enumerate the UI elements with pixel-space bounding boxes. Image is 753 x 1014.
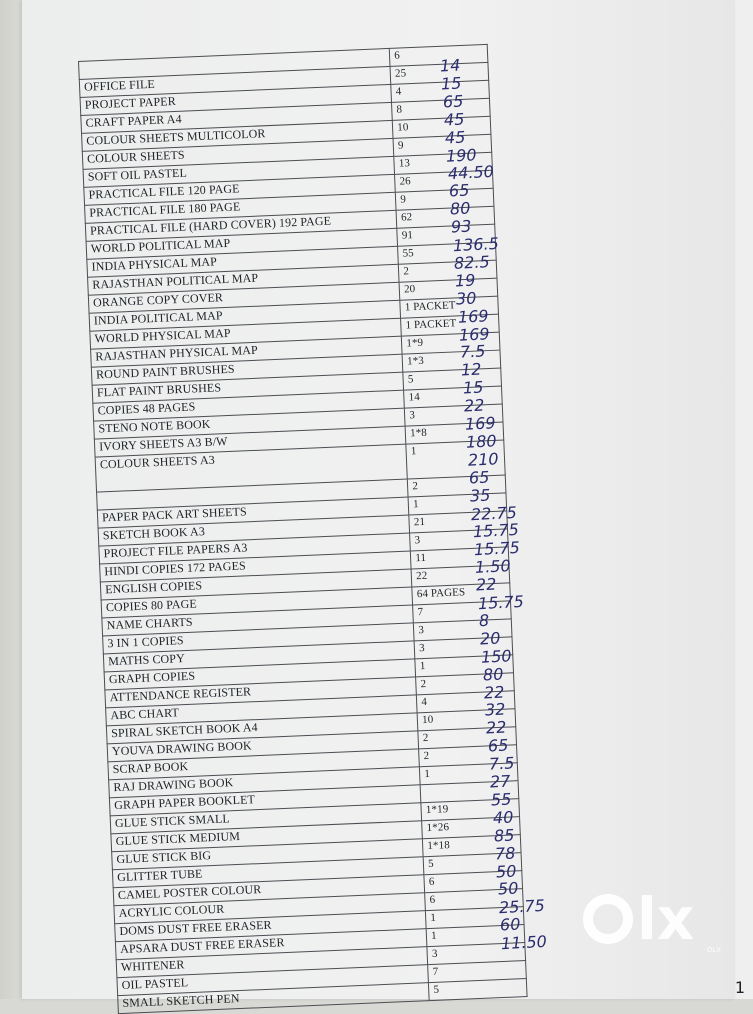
quantity-cell: 25 [390,62,488,84]
quantity-cell: 64 PAGES [412,583,510,605]
item-name-cell: OFFICE FILE [79,66,391,97]
handwritten-price: 190 [445,144,478,166]
handwritten-price: 80 [481,664,504,685]
quantity-cell: 5 [403,368,501,390]
item-name-cell: ABC CHART [106,695,418,726]
items-table-wrapper [78,44,526,1010]
item-name-cell: SKETCH BOOK A3 [98,515,410,546]
handwritten-price: 210 [466,449,499,470]
item-name-cell: YOUVA DRAWING BOOK [107,731,419,762]
item-name-cell: GLUE STICK SMALL [110,803,422,834]
item-name-cell: CRAFT PAPER A4 [81,102,393,133]
item-name-cell: SPIRAL SKETCH BOOK A4 [106,713,418,744]
handwritten-price: 169 [458,323,490,345]
handwritten-price: 65 [468,467,490,488]
quantity-cell: 1 PACKET [401,314,499,336]
handwritten-price: 19 [454,270,476,291]
item-name-cell: STENO NOTE BOOK [94,408,406,439]
quantity-cell: 9 [396,188,494,210]
item-name-cell: PROJECT PAPER [80,84,392,115]
quantity-cell: 1*9 [402,332,500,354]
handwritten-price: 50 [496,878,519,899]
handwritten-price: 22 [475,574,498,595]
quantity-cell: 3 [427,943,525,965]
item-name-cell: RAJ DRAWING BOOK [109,767,421,798]
handwritten-price: 45 [443,109,465,130]
handwritten-price: 169 [464,413,496,434]
item-name-cell: PAPER PACK ART SHEETS [97,497,409,528]
quantity-cell: 2 [419,745,517,767]
quantity-cell: 2 [418,727,516,749]
quantity-cell: 3 [414,637,512,659]
quantity-cell: 1*19 [421,799,519,821]
quantity-cell: 3 [405,404,503,426]
item-name-cell: INDIA POLITICAL MAP [89,300,401,331]
item-name-cell: CAMEL POSTER COLOUR [113,875,425,906]
item-name-cell: PRACTICAL FILE 180 PAGE [85,192,397,223]
handwritten-price: 78 [494,843,516,864]
item-name-cell: PRACTICAL FILE (HARD COVER) 192 PAGE [85,210,397,241]
item-name-cell: COLOUR SHEETS A3 [95,444,407,492]
quantity-cell: 5 [429,979,527,1001]
item-name-cell: GLUE STICK BIG [112,839,424,870]
handwritten-price: 1.50 [474,556,512,578]
watermark-small-text: OLX [706,946,721,954]
item-name-cell: MATHS COPY [103,641,415,672]
handwritten-price: 65 [441,91,464,112]
handwritten-price: 50 [495,860,518,882]
quantity-cell: 1*26 [422,817,520,839]
quantity-cell: 1 [426,925,524,947]
handwritten-price: 25.75 [498,896,546,918]
item-name-cell: IVORY SHEETS A3 B/W [94,426,406,457]
handwritten-price: 15.75 [473,538,521,560]
quantity-cell: 1 [406,440,505,479]
quantity-cell: 1 PACKET [400,296,498,318]
quantity-cell: 2 [399,260,497,282]
handwritten-price: 14 [439,55,461,76]
item-name-cell: 3 IN 1 COPIES [103,623,415,654]
handwritten-price: 22 [463,395,485,416]
handwritten-price: 22.75 [470,502,518,524]
item-name-cell: SMALL SKETCH PEN [118,983,430,1014]
handwritten-price: 30 [455,288,478,309]
handwritten-price: 60 [499,914,521,935]
quantity-cell: 4 [417,691,515,713]
quantity-cell: 55 [398,242,496,264]
quantity-cell: 7 [413,601,511,623]
quantity-cell: 2 [408,475,506,497]
item-name-cell: ROUND PAINT BRUSHES [91,354,403,385]
item-name-cell: DOMS DUST FREE ERASER [115,911,427,942]
quantity-cell: 1*8 [405,422,503,444]
handwritten-price: 45 [444,127,466,148]
quantity-cell: 8 [392,98,490,120]
quantity-cell: 20 [399,278,497,300]
quantity-cell: 9 [393,134,491,156]
quantity-cell: 1*3 [402,350,500,372]
handwritten-price: 65 [448,180,470,201]
quantity-cell: 7 [428,961,526,983]
quantity-cell: 1 [426,907,524,929]
page-corner-mark: 1 [734,978,745,997]
item-name-cell: GLUE STICK MEDIUM [111,821,423,852]
handwritten-price: 80 [449,198,471,219]
quantity-cell: 11 [411,547,509,569]
item-name-cell: GRAPH COPIES [104,659,416,690]
item-name-cell: COLOUR SHEETS [82,138,394,169]
handwritten-price: 22 [485,717,508,738]
handwritten-price: 12 [460,359,483,380]
quantity-cell: 1*18 [423,835,521,857]
quantity-cell: 1 [415,655,513,677]
handwritten-price: 15 [440,73,463,94]
item-name-cell: SCRAP BOOK [108,749,420,780]
quantity-cell: 6 [424,871,522,893]
handwritten-price: 82.5 [453,251,490,273]
handwritten-price: 40 [491,807,514,828]
quantity-cell: 13 [394,152,492,174]
handwritten-price: 136.5 [452,233,499,256]
item-name-cell: COPIES 48 PAGES [93,390,405,421]
item-name-cell: HINDI COPIES 172 PAGES [100,551,412,582]
handwritten-price: 27 [489,771,511,792]
item-name-cell: ORANGE COPY COVER [88,282,400,313]
handwritten-price: 35 [469,485,491,506]
quantity-cell: 4 [391,80,489,102]
item-name-cell: OIL PASTEL [117,965,429,996]
handwritten-price: 7.5 [459,341,486,363]
quantity-cell: 26 [395,170,493,192]
item-name-cell: GLITTER TUBE [112,857,424,888]
item-name-cell: WORLD POLITICAL MAP [86,228,398,259]
items-table [78,44,528,1014]
quantity-cell: 6 [425,889,523,911]
item-name-cell: COLOUR SHEETS MULTICOLOR [82,120,394,151]
item-name-cell: RAJASTHAN POLITICAL MAP [88,264,400,295]
handwritten-price: 180 [465,431,498,452]
handwritten-price: 11.50 [500,931,548,954]
quantity-cell: 62 [396,206,494,228]
olx-watermark [583,884,723,954]
quantity-cell: 21 [409,511,507,533]
item-name-cell: WORLD PHYSICAL MAP [90,318,402,349]
quantity-cell: 91 [397,224,495,246]
item-name-cell: RAJASTHAN PHYSICAL MAP [91,336,403,367]
quantity-cell: 5 [423,853,521,875]
item-name-cell: APSARA DUST FREE ERASER [115,929,427,960]
quantity-cell: 1 [408,493,506,515]
handwritten-price: 85 [493,825,515,846]
quantity-cell: 14 [404,386,502,408]
item-name-cell: GRAPH PAPER BOOKLET [109,785,421,816]
handwritten-price: 8 [478,610,490,631]
item-name-cell: PROJECT FILE PAPERS A3 [99,533,411,564]
item-name-cell: WHITENER [116,947,428,978]
handwritten-price: 7.5 [488,753,515,774]
quantity-cell: 10 [392,116,490,138]
watermark-o-shape [583,894,633,944]
handwritten-price: 55 [490,789,513,810]
quantity-cell: 2 [416,673,514,695]
handwritten-price: 15.75 [477,591,524,614]
handwritten-price: 44.50 [447,162,494,184]
handwritten-price: 15.75 [472,520,519,542]
item-name-cell: SOFT OIL PASTEL [83,156,395,187]
item-name-cell: FLAT PAINT BRUSHES [92,372,404,403]
handwritten-price: 32 [484,699,506,720]
quantity-cell: 3 [414,619,512,641]
item-name-cell: ACRYLIC COLOUR [114,893,426,924]
quantity-cell: 6 [389,44,487,66]
item-name-cell: INDIA PHYSICAL MAP [87,246,399,277]
item-name-cell: PRACTICAL FILE 120 PAGE [84,174,396,205]
handwritten-price: 15 [461,377,484,398]
handwritten-price: 150 [480,645,513,667]
quantity-cell: 3 [410,529,508,551]
handwritten-price: 22 [483,681,505,703]
handwritten-price: 169 [456,305,489,327]
item-name-cell: ATTENDANCE REGISTER [105,677,417,708]
item-name-cell: COPIES 80 PAGE [101,587,413,618]
quantity-cell: 10 [417,709,515,731]
item-name-cell: ENGLISH COPIES [100,569,412,600]
quantity-cell: 1 [420,763,518,785]
watermark-letters: lx [637,885,695,953]
quantity-cell: 22 [411,565,509,587]
handwritten-price: 93 [450,216,473,237]
item-name-cell: NAME CHARTS [102,605,414,636]
handwritten-price: 20 [479,628,501,649]
handwritten-price: 65 [486,735,509,756]
items-table-body [79,44,528,1013]
